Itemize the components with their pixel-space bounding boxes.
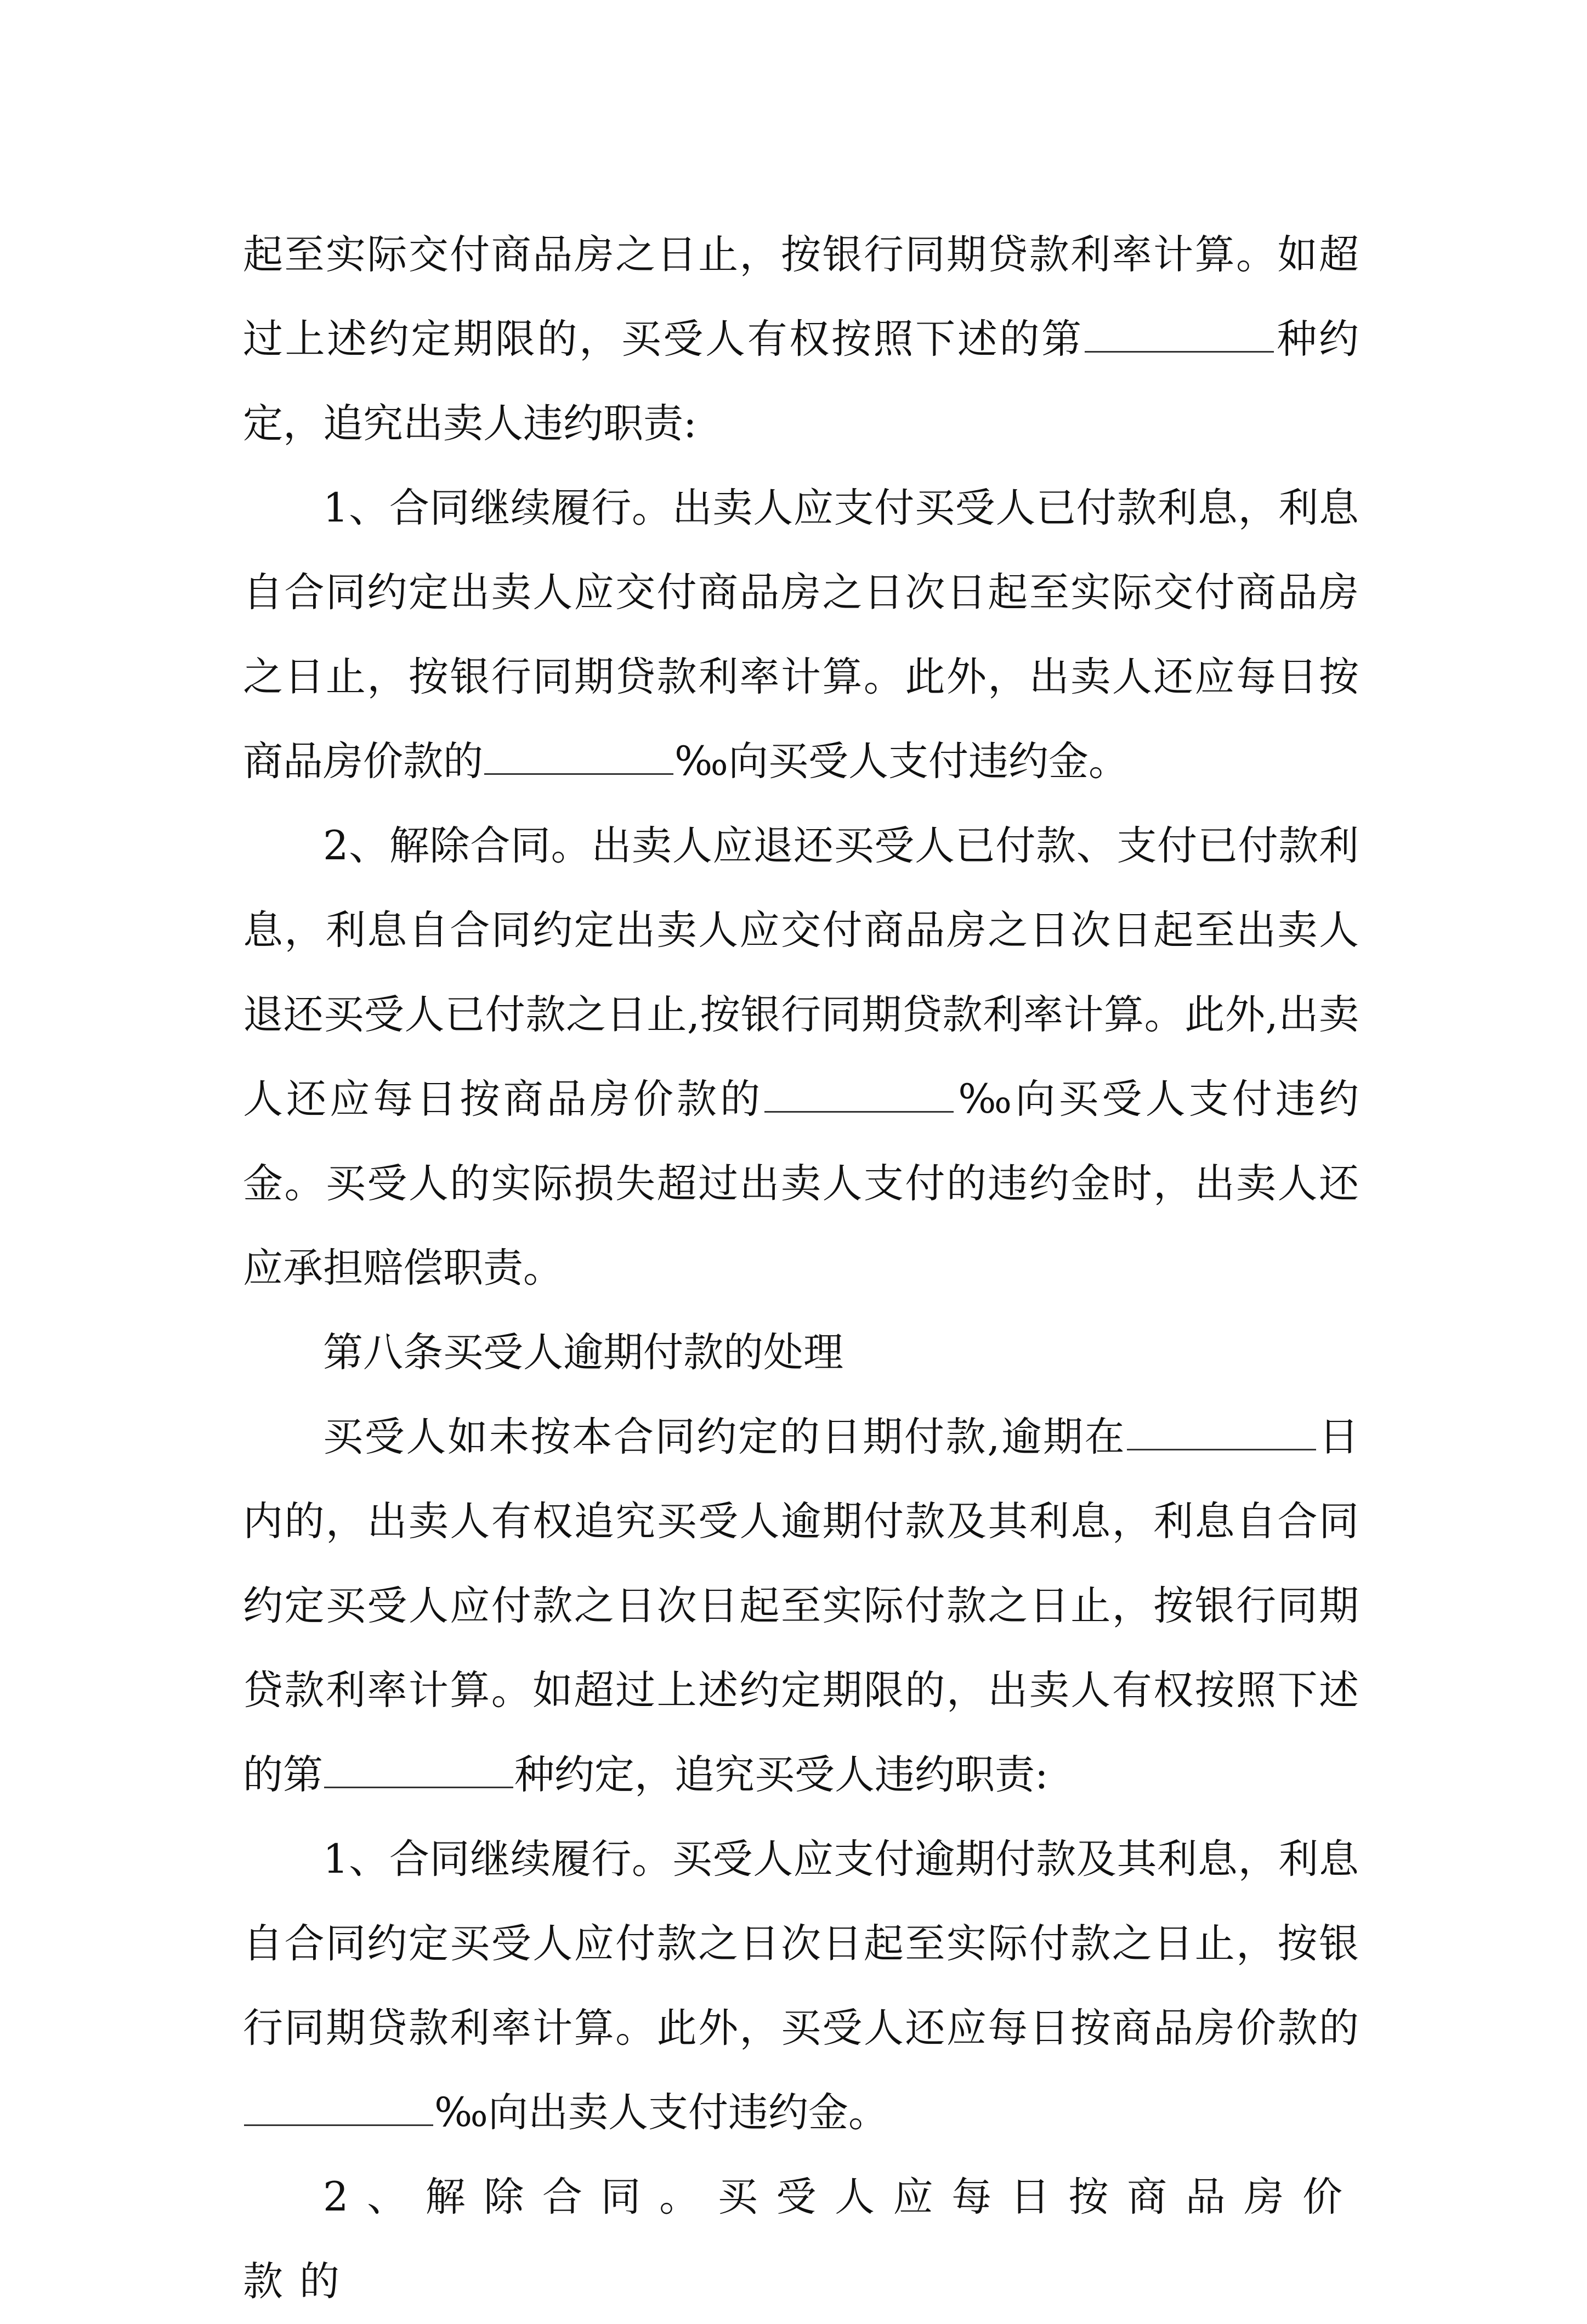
paragraph-overdue-delivery-continued bbox=[243, 213, 1359, 466]
paragraph-buyer-continue-contract bbox=[243, 1817, 1359, 2155]
paragraph-text: 种约定，追究出卖人违约职责: bbox=[243, 316, 1359, 447]
fill-blank[interactable] bbox=[1127, 1416, 1316, 1450]
paragraph-text: 买受人如未按本合同约定的日期付款,逾期在 bbox=[323, 1414, 1126, 1460]
paragraph-text: ‰向买受人支付违约金。 bbox=[675, 738, 1129, 785]
paragraph-text: 起至实际交付商品房之日止，按银行同期贷款利率计算。如超过上述约定期限的，买受人有权按照下述的第 bbox=[243, 231, 1359, 362]
paragraph-buyer-overdue-payment bbox=[243, 1395, 1359, 1817]
fill-blank[interactable] bbox=[1085, 318, 1274, 353]
paragraph-buyer-terminate-contract: 2、解除合同。买受人应每日按商品房价款的 bbox=[243, 2174, 1359, 2305]
paragraph-seller-continue-contract bbox=[243, 466, 1359, 804]
fill-blank[interactable] bbox=[244, 2091, 433, 2126]
document-body bbox=[243, 213, 1359, 2324]
paragraph-text: 1、合同继续履行。出卖人应支付买受人已付款利息，利息自合同约定出卖人应交付商品房之日次日起至实际交付商品房之日止，按银行同期贷款利率计算。此外，出卖人还应每日按商品房价款的 bbox=[243, 485, 1359, 785]
fill-blank[interactable] bbox=[484, 740, 673, 775]
paragraph-text: 种约定，追究买受人违约职责: bbox=[514, 1751, 1048, 1798]
paragraph-text: 2、解除合同。出卖人应退还买受人已付款、支付已付款利息，利息自合同约定出卖人应交付商品房之日次日起至出卖人退还买受人已付款之日止,按银行同期贷款利率计算。此外,出卖人还应每日按商品房价款的 bbox=[243, 823, 1359, 1123]
paragraph-text: ‰向出卖人支付违约金。 bbox=[434, 2089, 888, 2136]
fill-blank[interactable] bbox=[764, 1078, 954, 1113]
fill-blank[interactable] bbox=[324, 1754, 513, 1788]
section-heading-article-8: 第八条买受人逾期付款的处理 bbox=[323, 1329, 843, 1376]
paragraph-text: ‰向买受人支付违约金。买受人的实际损失超过出卖人支付的违约金时，出卖人还应承担赔偿职责。 bbox=[243, 1076, 1359, 1291]
paragraph-seller-terminate-contract bbox=[243, 804, 1359, 1311]
paragraph-text: 1、合同继续履行。买受人应支付逾期付款及其利息，利息自合同约定买受人应付款之日次日起至实际付款之日止，按银行同期贷款利率计算。此外，买受人还应每日按商品房价款的 bbox=[243, 1836, 1359, 2051]
paragraph-text: 日内的，出卖人有权追究买受人逾期付款及其利息，利息自合同约定买受人应付款之日次日起至实际付款之日止，按银行同期贷款利率计算。如超过上述约定期限的，出卖人有权按照下述的第 bbox=[243, 1414, 1359, 1798]
